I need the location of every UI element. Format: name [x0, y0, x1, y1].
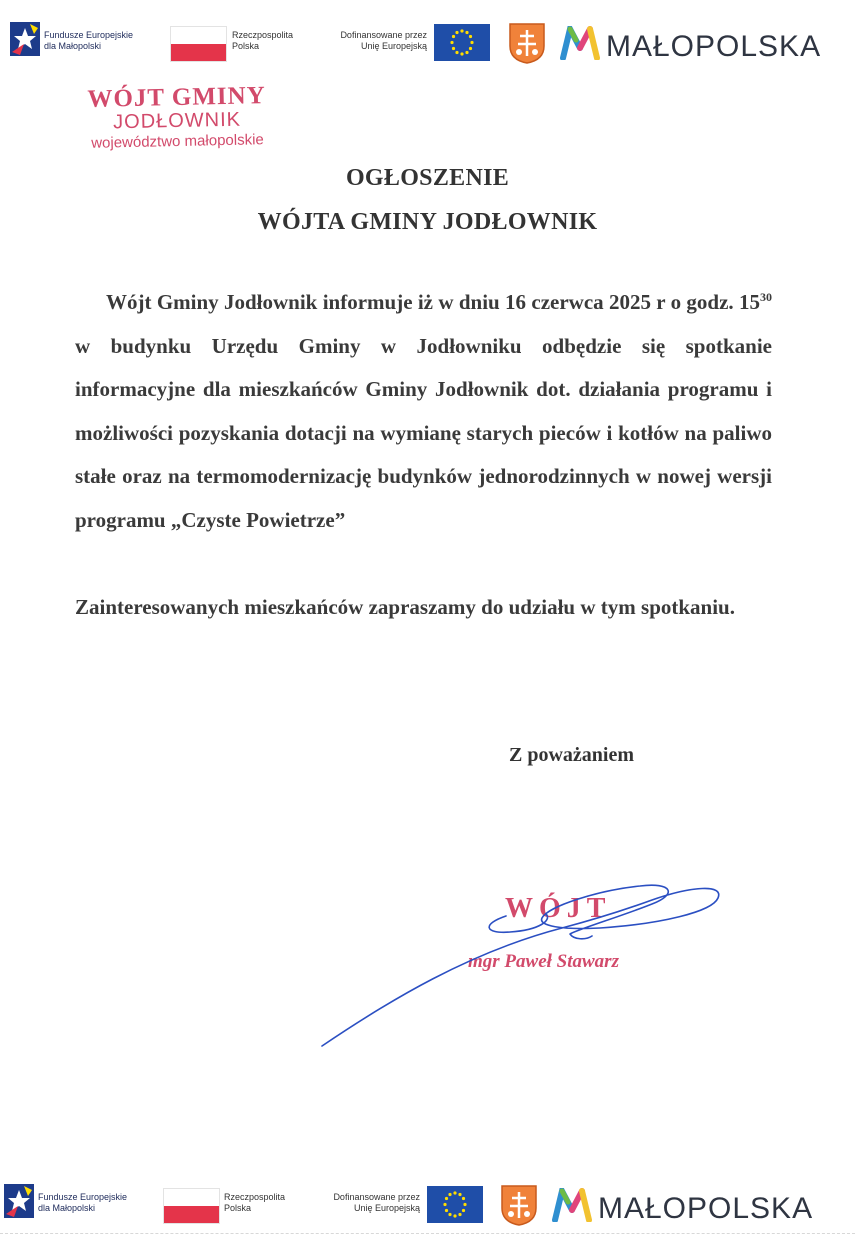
malopolska-m-icon: [552, 1188, 592, 1222]
header-logo-bar: [0, 14, 855, 74]
gmina-crest-icon: [508, 22, 546, 64]
malopolska-wordmark: MAŁOPOLSKA: [598, 1192, 814, 1225]
signature-stamp-title: WÓJT: [505, 893, 612, 924]
stamp-line-2: JODŁOWNIK: [112, 108, 242, 134]
scan-edge-line: [0, 1233, 855, 1235]
gmina-crest-icon: [500, 1184, 538, 1226]
fundusze-europejskie-label: Fundusze Europejskie dla Małopolski: [44, 30, 134, 51]
malopolska-wordmark: MAŁOPOLSKA: [606, 30, 822, 63]
announcement-paragraph: Wójt Gminy Jodłownik informuje iż w dniu 16 czerwca 2025 r o godz. $15^{30}$ w budynku Urzędu Gminy w Jodłowniku odbędzie się spotkanie informacyjne dla mieszkańców Gminy Jodłownik dot. działania programu i możliwości pozyskania dotacji na wymianę starych pieców i kotłów na paliwo stałe oraz na termomodernizację budynków jednorodzinnych w nowej wersji programu „Czyste Powietrze”: [75, 290, 772, 532]
document-title: OGŁOSZENIE: [345, 165, 510, 191]
eu-flag-icon: [434, 24, 490, 61]
eu-funding-label: Dofinansowane przez Unię Europejską: [340, 30, 427, 51]
fundusze-europejskie-star-icon: [4, 1184, 34, 1218]
fundusze-europejskie-star-icon: [10, 22, 40, 56]
official-stamp: [61, 82, 292, 153]
document-subtitle: WÓJTA GMINY JODŁOWNIK: [257, 209, 598, 235]
handwritten-signature: [300, 860, 740, 1060]
time-minutes-superscript: 30: [760, 290, 772, 304]
malopolska-m-icon: [560, 26, 600, 60]
poland-flag-icon: [170, 26, 227, 62]
stamp-line-1: WÓJT GMINY: [87, 82, 267, 113]
eu-funding-label: Dofinansowane przez Unię Europejską: [333, 1192, 420, 1213]
signature-stamp-name: mgr Paweł Stawarz: [468, 951, 619, 972]
eu-flag-icon: [427, 1186, 483, 1223]
rzeczpospolita-label: Rzeczpospolita Polska: [232, 30, 294, 51]
closing-salutation: Z poważaniem: [509, 744, 634, 766]
stamp-line-3: województwo małopolskie: [91, 131, 264, 152]
rzeczpospolita-label: Rzeczpospolita Polska: [224, 1192, 286, 1213]
footer-logo-bar: [0, 1176, 855, 1236]
fundusze-europejskie-label: Fundusze Europejskie dla Małopolski: [38, 1192, 128, 1213]
invitation-paragraph: Zainteresowanych mieszkańców zapraszamy do udziału w tym spotkaniu.: [75, 595, 735, 619]
poland-flag-icon: [163, 1188, 220, 1224]
